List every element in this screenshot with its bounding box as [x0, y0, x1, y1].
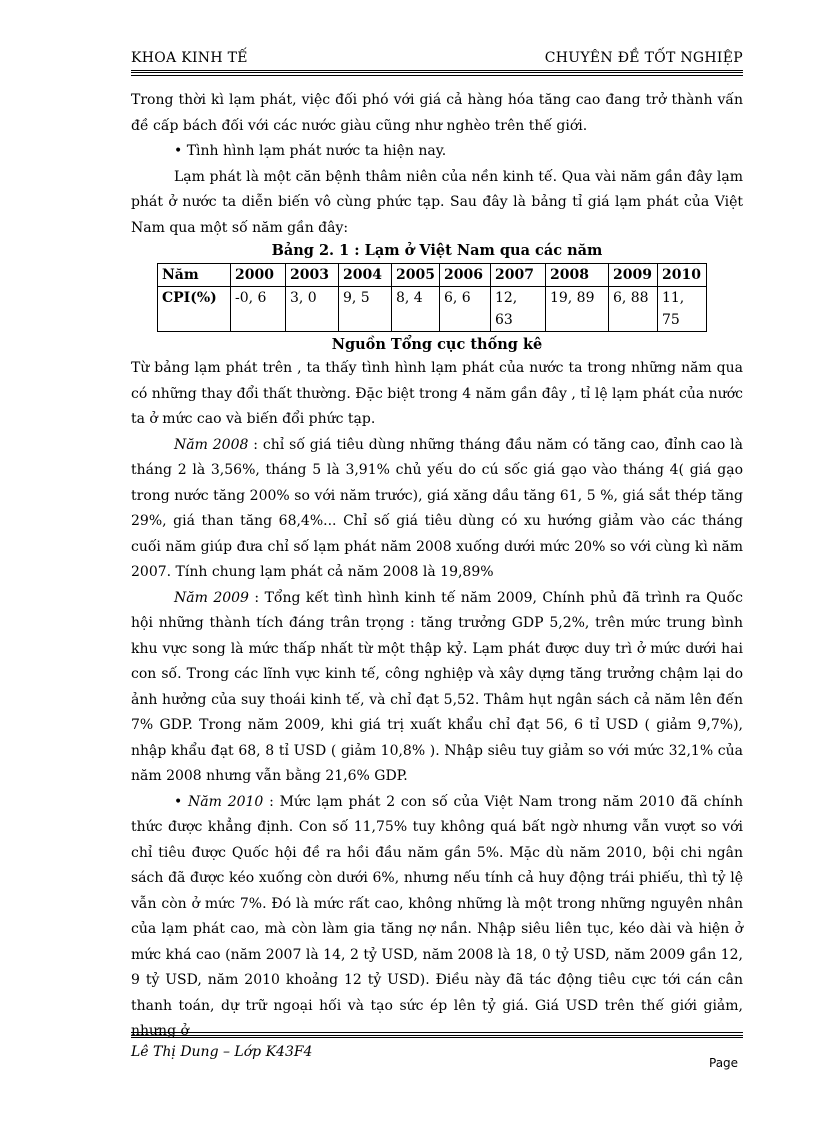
paragraph-2008 — [131, 433, 743, 586]
year-2009-text: : Tổng kết tình hình kinh tế năm 2009, Chính phủ đã trình ra Quốc hội những thành tích đáng trân trọng : tăng trưởng GDP 5,2%, trên mức trung bình khu vực song là mức thấp nhất từ một thập kỷ. Lạm phát được duy trì ở mức dưới hai con số. Trong các lĩnh vực kinh tế, công nghiệp và xây dựng tăng trưởng chậm lại do ảnh hưởng của suy thoái kinh tế, và chỉ đạt 5,52. Thâm hụt ngân sách cả năm lên đến 7% GDP. Trong năm 2009, khi giá trị xuất khẩu chỉ đạt 56, 6 tỉ USD ( giảm 9,7%), nhập khẩu đạt 68, 8 tỉ USD ( giảm 10,8% ). Nhập siêu tuy giảm so với mức 32,1% của năm 2008 nhưng vẫn bằng 21,6% GDP. — [131, 589, 743, 784]
paragraph-summary: Từ bảng lạm phát trên , ta thấy tình hình lạm phát của nước ta trong những năm qua có những thay đổi thất thường. Đặc biệt trong 4 năm gần đây , tỉ lệ lạm phát của nước ta ở mức cao và biến đổi phức tạp. — [131, 360, 743, 427]
table-cpi-cell: 12, 63 — [490, 287, 545, 332]
year-2009-label: Năm 2009 — [174, 589, 249, 606]
bullet-mark: • — [174, 793, 189, 810]
table-cpi-cell: 3, 0 — [286, 287, 339, 332]
table-source: Nguồn Tổng cục thống kê — [331, 336, 543, 353]
paragraph-2010 — [131, 790, 743, 1045]
footer-author: Lê Thị Dung – Lớp K43F4 — [131, 1044, 313, 1060]
table-cpi-cell: 8, 4 — [392, 287, 440, 332]
table-cpi-cell: 9, 5 — [339, 287, 392, 332]
bullet-heading: • Tình hình lạm phát nước ta hiện nay. — [174, 143, 447, 159]
header-rule — [131, 70, 743, 76]
table-header-row — [158, 264, 707, 287]
table-cpi-cell: 6, 88 — [608, 287, 657, 332]
header-title: CHUYÊN ĐỀ TỐT NGHIỆP — [544, 50, 743, 66]
year-2008-text: : chỉ số giá tiêu dùng những tháng đầu năm có tăng cao, đỉnh cao là tháng 2 là 3,56%, tháng 5 là 3,91% chủ yếu do cú sốc giá gạo vào tháng 4( giá gạo trong nước tăng 200% so với năm trước), giá xăng dầu tăng 61, 5 %, giá sắt thép tăng 29%, giá than tăng 68,4%... Chỉ số giá tiêu dùng có xu hướng giảm vào các tháng cuối năm giúp đưa chỉ số lạm phát năm 2008 xuống dưới mức 20% so với cùng kì năm 2007. Tính chung lạm phát cả năm 2008 là 19,89% — [131, 436, 744, 580]
paragraph-2009 — [131, 586, 743, 790]
table-year-cell: 2005 — [392, 264, 440, 287]
table-data-row — [158, 287, 707, 332]
header-faculty: KHOA KINH TẾ — [131, 50, 248, 66]
table-year-cell: 2008 — [545, 264, 608, 287]
table-caption: Bảng 2. 1 : Lạm ở Việt Nam qua các năm — [271, 242, 603, 259]
paragraph-intro: Trong thời kì lạm phát, việc đối phó với giá cả hàng hóa tăng cao đang trở thành vấn đề cấp bách đối với các nước giàu cũng như nghèo trên thế giới. — [131, 92, 743, 134]
table-cpi-cell: 6, 6 — [439, 287, 490, 332]
footer-rule — [131, 1032, 743, 1038]
table-cpi-cell: -0, 6 — [231, 287, 286, 332]
year-2010-text: : Mức lạm phát 2 con số của Việt Nam trong năm 2010 đã chính thức được khẳng định. Con số 11,75% tuy không quá bất ngờ nhưng vẫn vượt so với chỉ tiêu được Quốc hội đề ra hồi đầu năm gần 5%. Mặc dù năm 2010, bội chi ngân sách đã được kéo xuống còn dưới 6%, nhưng nếu tính cả huy động trái phiếu, thì tỷ lệ vẫn còn ở mức 7%. Đó là mức rất cao, không những là một trong những nguyên nhân của lạm phát cao, mà còn làm gia tăng nợ nần. Nhập siêu liên tục, kéo dài và hiện ở mức khá cao (năm 2007 là 14, 2 tỷ USD, năm 2008 là 18, 0 tỷ USD, năm 2009 gần 12, 9 tỷ USD, năm 2010 khoảng 12 tỷ USD). Điều này đã tác động tiêu cực tới cán cân thanh toán, dự trữ ngoại hối và tạo sức ép lên tỷ giá. Giá USD trên thế giới giảm, nhưng ở — [131, 793, 744, 1039]
table-year-cell: 2010 — [657, 264, 706, 287]
year-2010-label: Năm 2010 — [188, 793, 264, 810]
table-year-cell: 2007 — [490, 264, 545, 287]
table-header-label: Năm — [158, 264, 231, 287]
table-year-cell: 2009 — [608, 264, 657, 287]
year-2008-label: Năm 2008 — [174, 436, 249, 453]
paragraph-inflation: Lạm phát là một căn bệnh thâm niên của nền kinh tế. Qua vài năm gần đây lạm phát ở nước ta diễn biến vô cùng phức tạp. Sau đây là bảng tỉ giá lạm phát của Việt Nam qua một số năm gần đây: — [131, 168, 743, 236]
page-body — [131, 88, 743, 1045]
table-year-cell: 2000 — [231, 264, 286, 287]
cpi-table — [157, 263, 707, 332]
table-cpi-cell: 11, 75 — [657, 287, 706, 332]
table-row-label: CPI(%) — [158, 287, 231, 332]
table-year-cell: 2003 — [286, 264, 339, 287]
table-cpi-cell: 19, 89 — [545, 287, 608, 332]
table-year-cell: 2006 — [439, 264, 490, 287]
footer-page-label: Page — [709, 1056, 739, 1070]
table-year-cell: 2004 — [339, 264, 392, 287]
